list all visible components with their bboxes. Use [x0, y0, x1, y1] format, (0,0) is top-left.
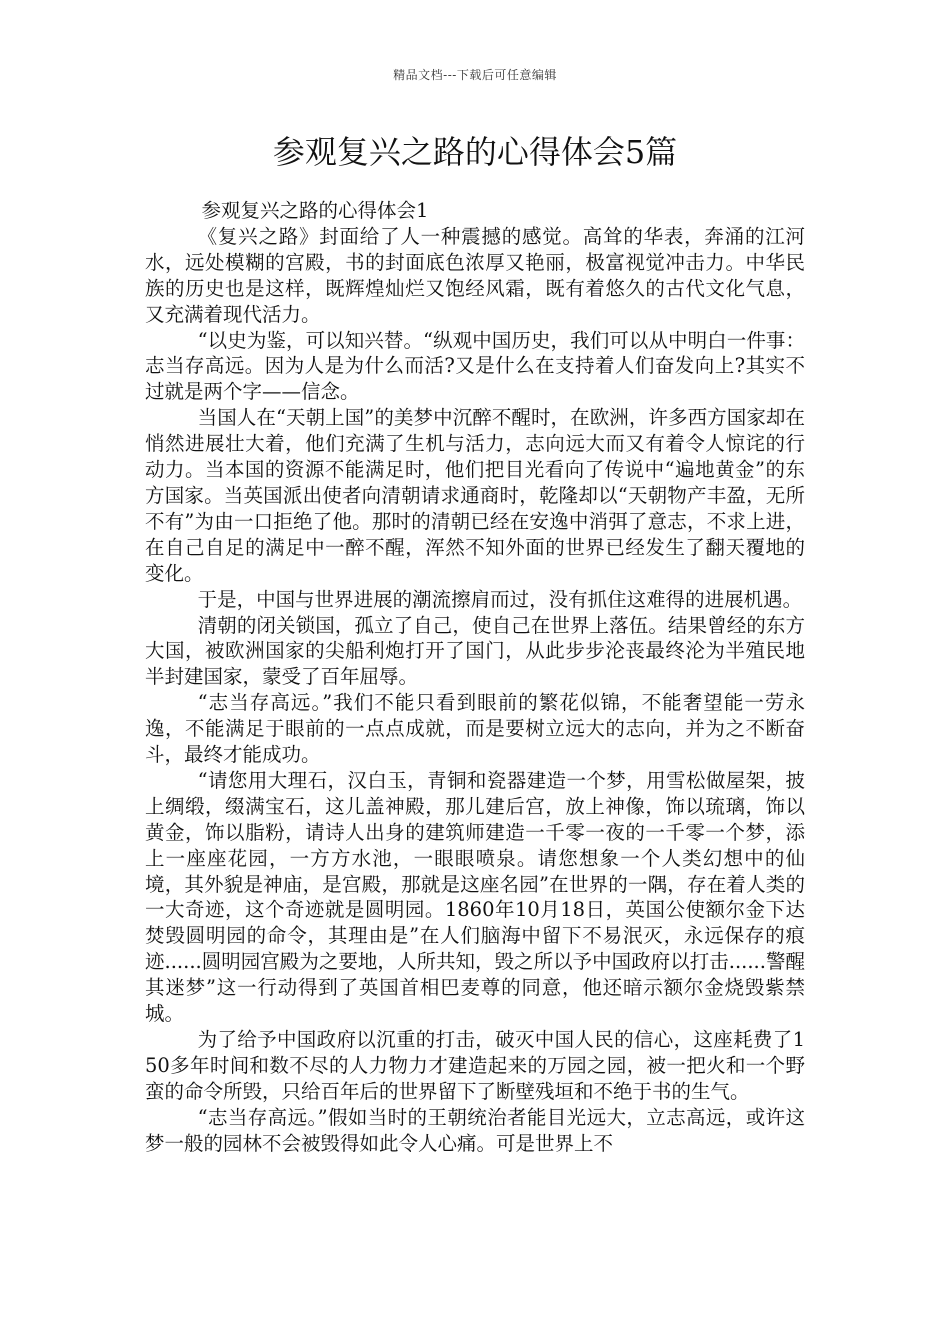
paragraph: 清朝的闭关锁国，孤立了自己，使自己在世界上落伍。结果曾经的东方大国，被欧洲国家的尖船利炮打开了国门，从此步步沦丧最终沦为半殖民地半封建国家，蒙受了百年屈辱。 [145, 613, 805, 689]
paragraph: “请您用大理石，汉白玉，青铜和瓷器建造一个梦，用雪松做屋架，披上绸缎，缀满宝石，这儿盖神殿，那儿建后宫，放上神像，饰以琉璃，饰以黄金，饰以脂粉，请诗人出身的建筑师建造一千零一夜的一千零一个梦，添上一座座花园，一方方水池，一眼眼喷泉。请您想象一个人类幻想中的仙境，其外貌是神庙，是宫殿，那就是这座名园”在世界的一隅，存在着人类的一大奇迹，这个奇迹就是圆明园。1860年10月18日，英国公使额尔金下达焚毁圆明园的命令，其理由是”在人们脑海中留下不易泯灭，永远保存的痕迹......圆明园宫殿为之要地，人所共知，毁之所以予中国政府以打击......警醒其迷梦”这一行动得到了英国首相巴麦尊的同意，他还暗示额尔金烧毁紫禁城。 [145, 768, 805, 1026]
section-heading: 参观复兴之路的心得体会1 [201, 199, 429, 222]
paragraph: “志当存高远。”假如当时的王朝统治者能目光远大，立志高远，或许这梦一般的园林不会被毁得如此令人心痛。可是世界上不 [145, 1105, 805, 1155]
paragraph: “志当存高远。”我们不能只看到眼前的繁花似锦，不能奢望能一劳永逸，不能满足于眼前的一点点成就，而是要树立远大的志向，并为之不断奋斗，最终才能成功。 [145, 691, 805, 767]
paragraph: 当国人在“天朝上国”的美梦中沉醉不醒时，在欧洲，许多西方国家却在悄然进展壮大着，他们充满了生机与活力，志向远大而又有着令人惊诧的行动力。当本国的资源不能满足时，他们把目光看向了传说中“遍地黄金”的东方国家。当英国派出使者向清朝请求通商时，乾隆却以“天朝物产丰盈，无所不有”为由一口拒绝了他。那时的清朝已经在安逸中消弭了意志，不求上进，在自己自足的满足中一醉不醒，浑然不知外面的世界已经发生了翻天覆地的变化。 [145, 406, 805, 585]
paragraph: 《复兴之路》封面给了人一种震撼的感觉。高耸的华表，奔涌的江河水，远处模糊的宫殿，书的封面底色浓厚又艳丽，极富视觉冲击力。中华民族的历史也是这样，既辉煌灿烂又饱经风霜，既有着悠久的古代文化气息，又充满着现代活力。 [145, 224, 805, 326]
document-body [145, 198, 805, 1157]
paragraph: 于是，中国与世界进展的潮流擦肩而过，没有抓住这难得的进展机遇。 [197, 587, 803, 611]
paragraph: “以史为鉴，可以知兴替。“纵观中国历史，我们可以从中明白一件事：志当存高远。因为人是为什么而活?又是什么在支持着人们奋发向上?其实不过就是两个字——信念。 [145, 328, 805, 404]
document-title: 参观复兴之路的心得体会5篇 [272, 133, 678, 171]
paragraph: 为了给予中国政府以沉重的打击，破灭中国人民的信心，这座耗费了150多年时间和数不尽的人力物力才建造起来的万园之园，被一把火和一个野蛮的命令所毁，只给百年后的世界留下了断壁残垣和不绝于书的生气。 [145, 1028, 805, 1103]
header-note: 精品文档---下载后可任意编辑 [393, 68, 557, 82]
